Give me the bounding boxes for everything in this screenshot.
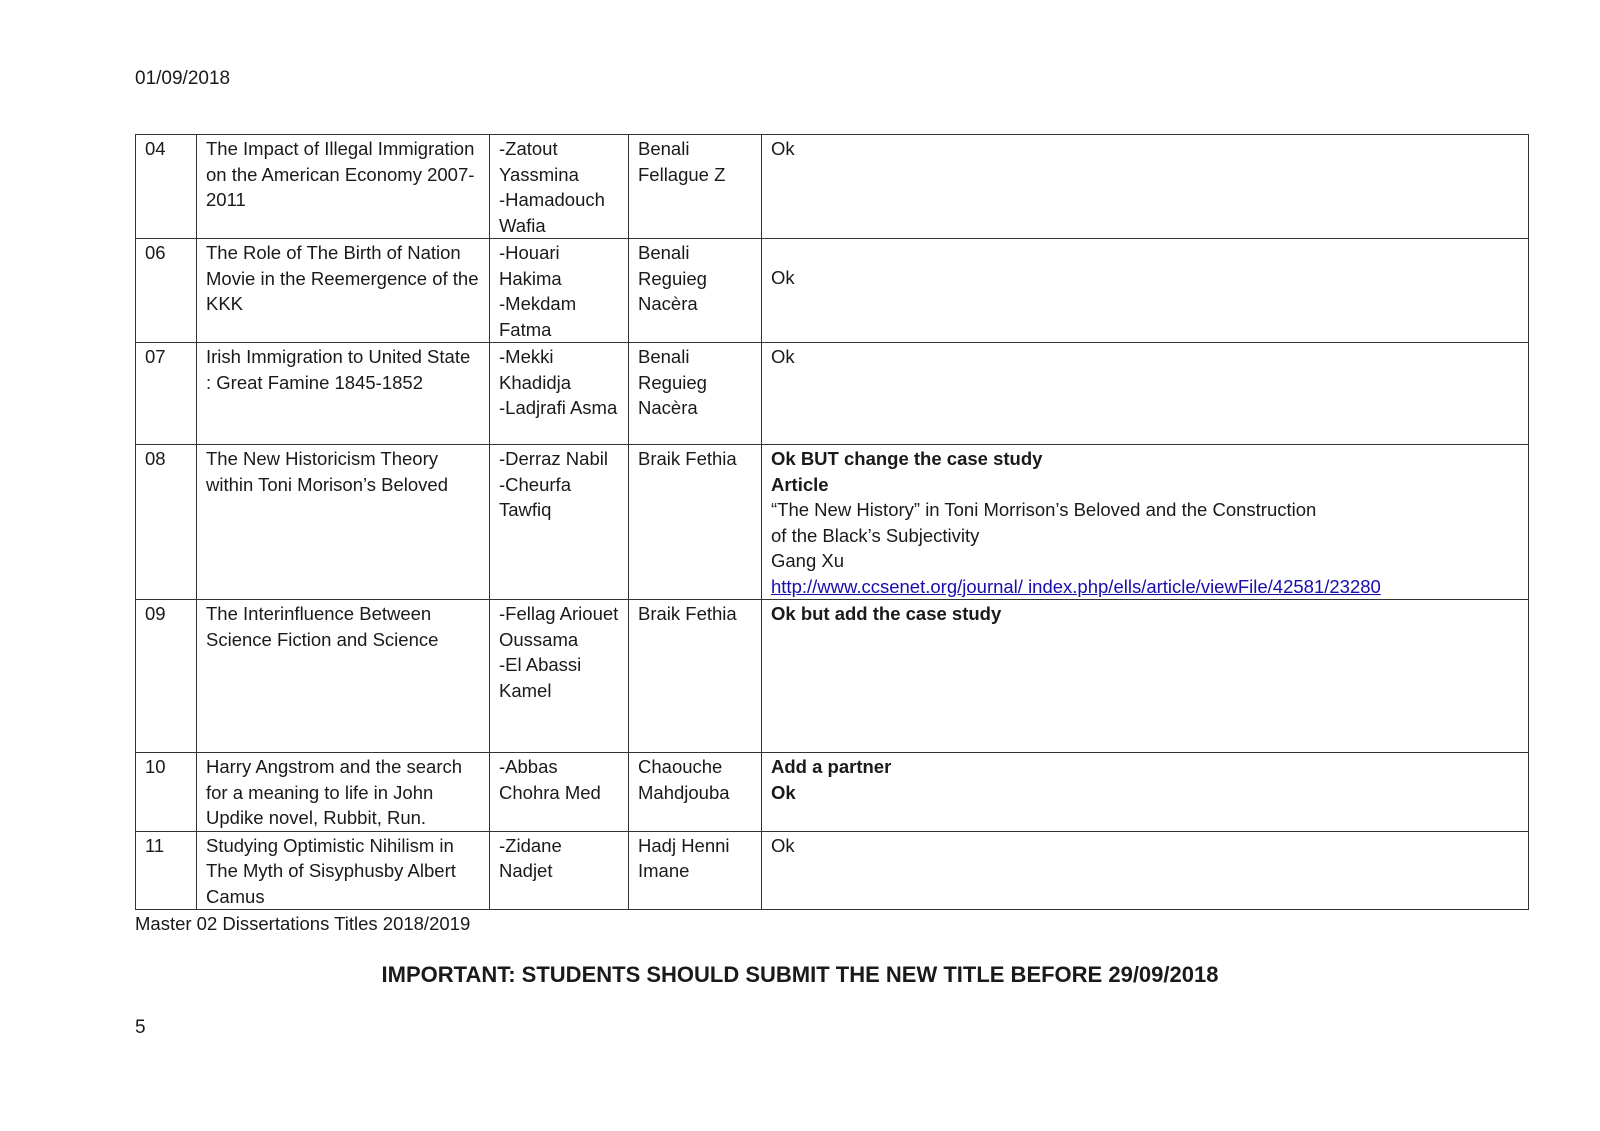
students-cell [490, 445, 629, 600]
remarks-cell [762, 239, 1529, 343]
supervisor: Braik Fethia [629, 445, 762, 600]
student-name: -Mekdam Fatma [499, 293, 577, 340]
students-cell [490, 753, 629, 832]
dissertation-title: Irish Immigration to United State : Great Famine 1845-1852 [197, 343, 490, 445]
article-author: Gang Xu [771, 550, 845, 571]
remarks-cell [762, 135, 1529, 239]
remark-text: Ok [771, 346, 795, 367]
dissertation-title: The Impact of Illegal Immigration on the American Economy 2007-2011 [197, 135, 490, 239]
remarks-cell [762, 831, 1529, 910]
dissertation-title: Studying Optimistic Nihilism in The Myth of Sisyphusby Albert Camus [197, 831, 490, 910]
student-name: -El Abassi Kamel [499, 654, 582, 701]
student-name: -Zatout Yassmina [499, 138, 579, 185]
student-name: -Mekki Khadidja [499, 346, 572, 393]
table-caption: Master 02 Dissertations Titles 2018/2019 [135, 913, 471, 934]
article-title-line: of the Black’s Subjectivity [771, 524, 980, 546]
student-name: -Fellag Ariouet Oussama [499, 603, 619, 650]
dissertation-title: The New Historicism Theory within Toni Morison’s Beloved [197, 445, 490, 600]
table-row [136, 600, 1529, 753]
row-number: 09 [136, 600, 197, 753]
student-name: -Abbas Chohra Med [499, 756, 601, 803]
table-row [136, 239, 1529, 343]
row-number: 07 [136, 343, 197, 445]
students-cell [490, 600, 629, 753]
table-row [136, 445, 1529, 600]
row-number: 04 [136, 135, 197, 239]
remarks-cell [762, 343, 1529, 445]
table-row [136, 343, 1529, 445]
remarks-cell [762, 600, 1529, 753]
dissertation-title: Harry Angstrom and the search for a meaning to life in John Updike novel, Rubbit, Run. [197, 753, 490, 832]
remark-instruction: Add a partner [771, 756, 892, 777]
dissertations-table [135, 134, 1529, 910]
page-number: 5 [135, 1017, 146, 1038]
supervisor: Hadj Henni Imane [629, 831, 762, 910]
supervisor: Benali Reguieg Nacèra [629, 343, 762, 445]
students-cell [490, 239, 629, 343]
supervisor: Benali Fellague Z [629, 135, 762, 239]
remark-article-heading: Article [771, 473, 829, 495]
row-number: 06 [136, 239, 197, 343]
remark-text: Ok [771, 138, 795, 159]
student-name: -Houari Hakima [499, 242, 562, 289]
supervisor: Benali Reguieg Nacèra [629, 239, 762, 343]
remark-instruction: Ok but add the case study [771, 603, 1002, 624]
row-number: 08 [136, 445, 197, 600]
supervisor: Braik Fethia [629, 600, 762, 753]
dissertation-title: The Role of The Birth of Nation Movie in the Reemergence of the KKK [197, 239, 490, 343]
row-number: 11 [136, 831, 197, 910]
remark-instruction: Ok BUT change the case study [771, 448, 1043, 469]
student-name: -Ladjrafi Asma [499, 397, 618, 418]
table-row [136, 831, 1529, 910]
table-row [136, 135, 1529, 239]
student-name: -Derraz Nabil [499, 448, 608, 469]
supervisor: Chaouche Mahdjouba [629, 753, 762, 832]
student-name: -Cheurfa Tawfiq [499, 473, 571, 520]
student-name: -Zidane Nadjet [499, 834, 562, 881]
document-date: 01/09/2018 [135, 68, 231, 89]
remark-status: Ok [771, 781, 796, 803]
students-cell [490, 831, 629, 910]
student-name: -Hamadouch Wafia [499, 189, 605, 236]
important-notice: IMPORTANT: STUDENTS SHOULD SUBMIT THE NEW TITLE BEFORE 29/09/2018 [381, 962, 1219, 987]
students-cell [490, 135, 629, 239]
remark-text: Ok [771, 267, 795, 288]
article-link[interactable]: http://www.ccsenet.org/journal/ index.php/ells/article/viewFile/42581/23280 [771, 575, 1381, 597]
students-cell [490, 343, 629, 445]
article-title-line: “The New History” in Toni Morrison’s Beloved and the Construction [771, 499, 1317, 520]
remarks-cell [762, 753, 1529, 832]
row-number: 10 [136, 753, 197, 832]
remarks-cell [762, 445, 1529, 600]
remark-text: Ok [771, 834, 795, 856]
dissertation-title: The Interinfluence Between Science Fiction and Science [197, 600, 490, 753]
table-row [136, 753, 1529, 832]
